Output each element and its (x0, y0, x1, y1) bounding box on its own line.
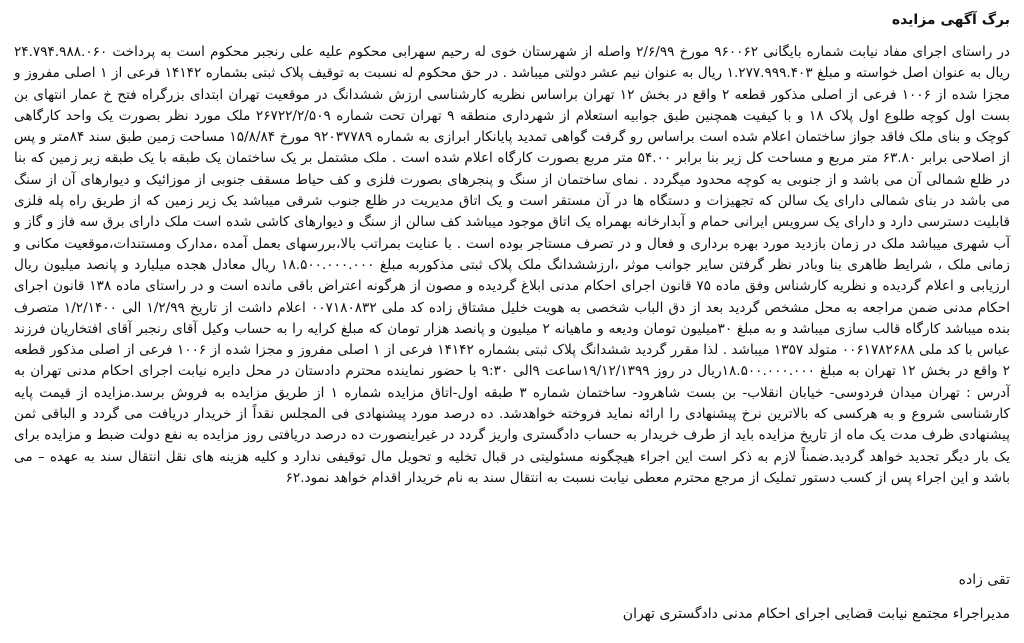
document-body: در راستای اجرای مفاد نیابت شماره بایگانی ۹۶۰۰۶۲ مورخ ۲/۶/۹۹ واصله از شهرستان خوی له رحیم سهرابی محکوم علیه علی رنجبر محکوم است به پرداخت ۲۴.۷۹۴.۹۸۸.۰۶۰ ریال به عنوان اصل خواسته و مبلغ ۱.۲۷۷.۹۹۹.۴۰۳ ریال به عنوان نیم عشر دولتی میباشد . در حق محکوم له نسبت به توقیف پلاک ثبتی بشماره ۱۴۱۴۲ فرعی از ۱ اصلی مفروز و مجزا شده از ۱۰۰۶ فرعی از اصلی مذکور قطعه ۲ واقع در بخش ۱۲ تهران براساس نظریه کارشناسی ارزش ششدانگ در موقعیت تهران ابتدای بزرگراه فتح خ عمار انتهای بن بست اول کوچه طلوع اول پلاک ۱۸ و با کیفیت همچنین طبق جوابیه استعلام از شهرداری منطقه ۹ تهران تحت شماره ۲۶۷۲۲/۲/۵۰۹ ملک مورد نظر بصورت یک واحد کارگاهی کوچک و بنای ملک فاقد جواز ساختمان اعلام شده است براساس رو گرفت گواهی تمدید پایانکار ابرازی به شماره ۹۲۰۳۷۷۸۹ مورخ ۱۵/۸/۸۴ مساحت زمین طبق سند ۸۴متر و پس از اصلاحی برابر ۶۳.۸۰ متر مربع و مساحت کل زیر بنا برابر ۵۴.۰۰ متر مربع بصورت کارگاه اعلام شده است . ملک مشتمل بر یک ساختمان یک طبقه با یک طبقه زیر زمین که بنا در ظلع شمالی آن می باشد و از جنوبی به کوچه محدود میگردد . نمای ساختمان از سنگ و پنجرهای بصورت فلزی و کف حیاط مسقف جنوبی از موزائیک و دیوارهای آن از سنگ می باشد در بنای شمالی دارای یک سالن که تجهیزات و دستگاه ها در آن مستقر است و یک اتاق مدیریت در ظلع جنوب شرقی میباشد یک زیر زمین که از طریق راه پله فلزی قابلیت دسترسی دارد و دارای یک سرویس ایرانی حمام و آبدارخانه بهمراه یک اتاق موجود میباشد کف سالن از سنگ و دیوارهای کاشی شده است ملک دارای برق سه فاز و گاز و آب شهری میباشد ملک در زمان بازدید مورد بهره برداری و فعال و در تصرف مستاجر بوده است . با عنایت بمراتب بالا،بررسهای بعمل آمده ،مدارک ومستندات،موقعیت مکانی و زمانی ملک ، شرایط ظاهری بنا وبادر نظر گرفتن سایر جوانب موثر ،ارزششدانگ ملک پلاک ثبتی مذکوربه مبلغ ۱۸.۵۰۰.۰۰۰.۰۰۰ ریال معادل هجده میلیارد و پانصد میلیون ریال ارزیابی و اعلام گردیده و نظریه کارشناس وفق ماده ۷۵ قانون اجرای احکام مدنی ابلاغ گردیده و مصون از هرگونه اعتراض باقی مانده است و در راستای ماده ۱۳۸ قانون اجرای احکام مدنی ضمن مراجعه به محل مشخص گردید بعد از دق الباب شخصی به هویت خلیل مشتاق زاده کد ملی ۰۰۷۱۸۰۸۳۲ اعلام داشت از تاریخ ۱/۲/۹۹ الی ۱/۲/۱۴۰۰ متصرف بنده میباشد کارگاه قالب سازی میباشد و به مبلغ ۳۰میلیون تومان ودیعه و ماهیانه ۲ میلیون و پانصد هزار تومان که مبلغ کرایه را به حساب وکیل آقای رنجبر آقای افتخاریان فرزند عباس با کد ملی ۰۰۶۱۷۸۲۶۸۸ متولد ۱۳۵۷ میباشد . لذا مقرر گردید ششدانگ پلاک ثبتی بشماره ۱۴۱۴۲ فرعی از ۱ اصلی مفروز و مجزا شده از ۱۰۰۶ فرعی از اصلی مذکور قطعه ۲ واقع در بخش ۱۲ تهران به مبلغ ۱۸.۵۰۰.۰۰۰.۰۰۰ریال در روز ۱۹/۱۲/۱۳۹۹ساعت ۹الی ۹:۳۰ با حضور نماینده محترم دادستان در محل دایره نیابت اجرای احکام مدنی تهران به آدرس : تهران میدان فردوسی- خیابان انقلاب- بن بست شاهرود- ساختمان شماره ۳ طبقه اول-اتاق مزایده شماره ۱ از طریق مزایده به فروش برسد.مزایده از قیمت پایه کارشناسی شروع و به هرکسی که بالاترین نرخ پیشنهادی را ارائه نماید فروخته خواهدشد. ده درصد مورد پیشنهادی فی المجلس نقداً از خریدار دریافت می گردد و الباقی ثمن پیشنهادی ظرف مدت یک ماه از تاریخ مزایده باید از طرف خریدار به حساب دادگستری واریز گردد در غیراینصورت ده درصد دریافتی روز مزایده به نفع دولت ضبط و مزایده برای یک بار دیگر تجدید خواهد گردید.ضمناً لازم به ذکر است این اجراء هیچگونه مسئولیتی در قبال تخلیه و تحویل مال توقیفی ندارد و کلیه هزینه های نقل انتقال سند به عهده – می باشد و این اجراء پس از کسب دستور تملیک از مرجع محترم معطی نیابت نسبت به انتقال سند به نام خریدار اقدام خواهد نمود.۶۲ (14, 44, 1011, 486)
signer-name: تقی زاده (958, 572, 1010, 588)
document-title: برگ آگهی مزایده (891, 12, 1010, 28)
signer-title: مدیراجراء مجتمع نیابت قضایی اجرای احکام مدنی دادگستری تهران (622, 606, 1010, 622)
